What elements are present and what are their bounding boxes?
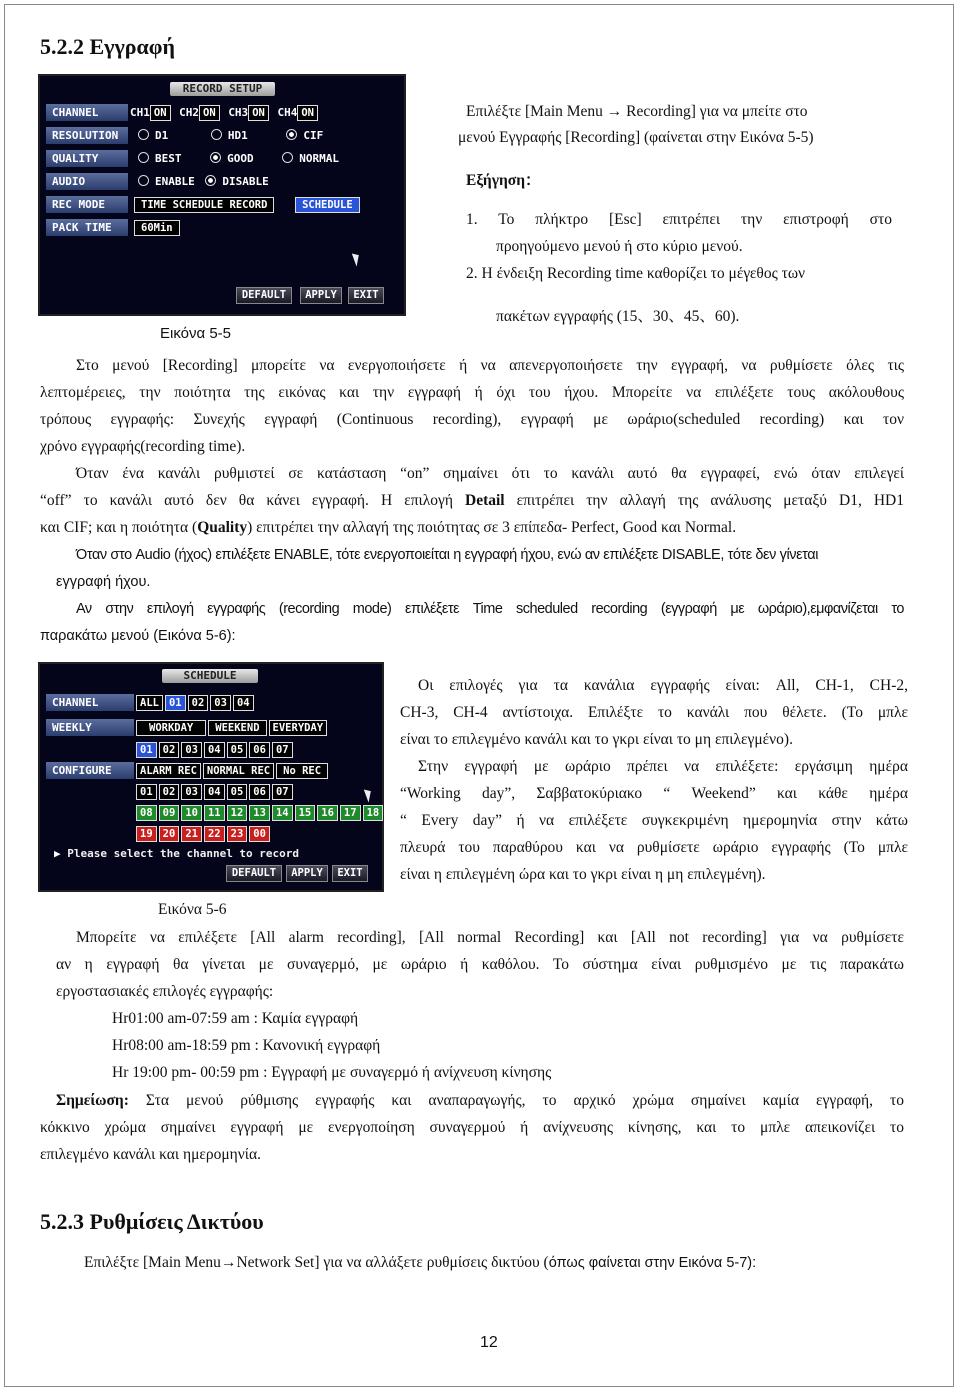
detail-term: Detail xyxy=(465,492,505,509)
label-channel: CHANNEL xyxy=(46,104,128,121)
para2-line3-text-c: ) επιτρέπει την αλλαγή της ποιότητας σε 3 επίπεδα- Perfect, Good και Normal. xyxy=(247,519,737,536)
schedule-apply-button[interactable]: APPLY xyxy=(286,865,328,882)
explanation-item-2-line-1: 2. Η ένδειξη Recording time καθορίζει το μέγεθος των xyxy=(466,265,806,282)
day-cell[interactable]: 06 xyxy=(249,742,270,758)
hour-cell[interactable]: 18 xyxy=(363,805,384,821)
hour-cell[interactable]: 15 xyxy=(295,805,316,821)
channel-04-option[interactable]: 04 xyxy=(233,695,254,711)
ch2-label: CH2 xyxy=(179,106,200,119)
mouse-cursor-icon xyxy=(352,251,362,266)
hint-text: Please select the channel to record xyxy=(67,847,300,860)
network-intro-b: Network Set] για να αλλάξετε ρυθμίσεις δικτύου ( xyxy=(236,1254,549,1271)
right2-line6: “ Every day” ή να επιλέξετε συγκεκριμένη ημερομηνία στην κάτω xyxy=(400,812,908,829)
resolution-options xyxy=(136,127,323,144)
hour-row-1 xyxy=(136,783,295,800)
right2-line4: Στην εγγραφή με ωράριο πρέπει να επιλέξετε: εργάσιμη ημέρα xyxy=(418,758,908,775)
hour-cell[interactable]: 20 xyxy=(159,826,180,842)
rec-mode-row xyxy=(134,196,362,213)
day-cell[interactable]: 01 xyxy=(136,742,157,758)
network-intro-line xyxy=(84,1249,756,1277)
day-cell[interactable]: 03 xyxy=(181,742,202,758)
ch4-label: CH4 xyxy=(277,106,298,119)
q-best: BEST xyxy=(155,152,182,165)
hour-cell[interactable]: 09 xyxy=(159,805,180,821)
pack-time-row xyxy=(134,219,182,236)
para4-line2: παρακάτω μενού (Εικόνα 5-6): xyxy=(40,628,236,644)
para2-line2-text-c: επιτρέπει την αλλαγή της ανάλυσης μεταξύ D1, HD1 xyxy=(504,492,905,509)
right2-line2: CH-3, CH-4 αντίστοιχα. Επιλέξτε το κανάλι που θέλετε. (Το μπλε xyxy=(400,704,908,721)
pack-time-select[interactable]: 60Min xyxy=(134,220,180,236)
rec-mode-select[interactable]: TIME SCHEDULE RECORD xyxy=(134,197,274,213)
right2-line3: είναι το επιλεγμένο κανάλι και το γκρι είναι το μη επιλεγμένο). xyxy=(400,731,793,748)
res-d1: D1 xyxy=(155,129,169,142)
apply-button[interactable]: APPLY xyxy=(300,287,342,304)
day-cell[interactable]: 02 xyxy=(159,742,180,758)
label-audio: AUDIO xyxy=(46,173,128,190)
ch1-label: CH1 xyxy=(130,106,150,119)
radio-good[interactable] xyxy=(210,152,221,163)
para4-line1: Αν στην επιλογή εγγραφής (recording mode) επιλέξετε Time scheduled recording (εγγραφή με ωράριο),εμφανίζεται το xyxy=(76,601,904,617)
hour-cell[interactable]: 03 xyxy=(181,784,202,800)
figure-caption-5-5: Εικόνα 5-5 xyxy=(160,325,232,342)
quality-term: Quality xyxy=(197,519,248,536)
note-line3: επιλεγμένο κανάλι και ημερομηνία. xyxy=(40,1146,261,1163)
q-normal: NORMAL xyxy=(299,152,339,165)
para3-line2: εγγραφή ήχου. xyxy=(56,574,151,590)
res-cif: CIF xyxy=(303,129,324,142)
ch3-toggle[interactable]: ON xyxy=(248,105,269,121)
schedule-default-hr3: Hr 19:00 pm- 00:59 pm : Εγγραφή με συναγερμό ή ανίχνευση κίνησης xyxy=(112,1064,552,1081)
schedule-default-button[interactable]: DEFAULT xyxy=(226,865,282,882)
a-enable: ENABLE xyxy=(155,175,195,188)
right2-line8: είναι η επιλεγμένη ώρα και το γκρι είναι η μη επιλεγμένη). xyxy=(400,866,766,883)
q-good: GOOD xyxy=(227,152,254,165)
hour-cell[interactable]: 14 xyxy=(272,805,293,821)
network-intro-a: Επιλέξτε [Main Menu xyxy=(84,1254,221,1271)
section-title-5-2-3: 5.2.3 Ρυθμίσεις Δικτύου xyxy=(40,1209,264,1234)
label-pack-time: PACK TIME xyxy=(46,219,128,236)
label-resolution: RESOLUTION xyxy=(46,127,128,144)
hour-row-3 xyxy=(136,825,272,842)
para1-line2: λεπτομέρειες, την ποιότητα της εικόνας και την εγγραφή ή όχι του ήχου. Μπορείτε να επιλέξετε τους ακόλουθους xyxy=(40,384,904,401)
hour-cell[interactable]: 11 xyxy=(204,805,225,821)
right2-line1: Οι επιλογές για τα κανάλια εγγραφής είναι: All, CH-1, CH-2, xyxy=(418,677,908,694)
schedule-weekly-options xyxy=(136,719,329,736)
para1-line1: Στο μενού [Recording] μπορείτε να ενεργοποιήσετε ή να απενεργοποιήσετε την εγγραφή, να ρυθμίσετε όλες τις xyxy=(76,357,904,374)
schedule-day-row xyxy=(136,741,295,758)
para2-line2 xyxy=(40,487,904,514)
res-hd1: HD1 xyxy=(227,129,248,142)
explanation-item-1-line-2: προηγούμενο μενού ή στο κύριο μενού. xyxy=(496,238,743,255)
schedule-hint xyxy=(54,845,299,862)
schedule-default-hr1: Hr01:00 am-07:59 am : Καμία εγγραφή xyxy=(112,1010,359,1027)
para2-line3 xyxy=(40,514,736,541)
hour-cell[interactable]: 02 xyxy=(159,784,180,800)
hour-cell[interactable]: 17 xyxy=(340,805,361,821)
ch4-toggle[interactable]: ON xyxy=(297,105,318,121)
hour-cell[interactable]: 05 xyxy=(227,784,248,800)
radio-normal[interactable] xyxy=(282,152,293,163)
normal-rec-option[interactable]: NORMAL REC xyxy=(203,763,274,779)
para3-line1: Όταν στο Audio (ήχος) επιλέξετε ENABLE, τότε ενεργοποιείται η εγγραφή ήχου, ενώ αν επιλέξετε DISABLE, τότε δεν γίνεται xyxy=(76,547,819,563)
record-setup-screenshot xyxy=(38,74,406,316)
workday-option[interactable]: WORKDAY xyxy=(136,720,206,736)
explanation-label: Εξήγηση： xyxy=(466,172,541,189)
schedule-label-weekly: WEEKLY xyxy=(46,719,134,736)
para5-line3: εργοστασιακές επιλογές εγγραφής: xyxy=(56,983,274,1000)
note-line1-text: Στα μενού ρύθμισης εγγραφής και αναπαραγωγής, το αρχικό χρώμα σημαίνει καμία εγγραφή, το xyxy=(128,1092,904,1109)
page-number: 12 xyxy=(480,1334,498,1351)
right-arrow-icon: → xyxy=(220,1254,237,1271)
para2-line1: Όταν ένα κανάλι ρυθμιστεί σε κατάσταση “on” σημαίνει ότι το κανάλι αυτό θα εγγραφεί, ενώ όταν επιλεγεί xyxy=(76,465,904,482)
intro-line-1: Επιλέξτε [Main Menu → Recording] για να μπείτε στο xyxy=(466,103,808,120)
hour-cell[interactable]: 10 xyxy=(181,805,202,821)
schedule-screen-title: SCHEDULE xyxy=(162,669,258,683)
hour-cell[interactable]: 00 xyxy=(249,826,270,842)
hour-cell[interactable]: 06 xyxy=(249,784,270,800)
schedule-default-hr2: Hr08:00 am-18:59 pm : Κανονική εγγραφή xyxy=(112,1037,381,1054)
no-rec-option[interactable]: No REC xyxy=(276,763,328,779)
right2-line5: “Working day”, Σαββατοκύριακο “ Weekend” και κάθε ημέρα xyxy=(400,785,908,802)
schedule-config-options xyxy=(136,762,330,779)
radio-hd1[interactable] xyxy=(211,129,222,140)
radio-d1[interactable] xyxy=(138,129,149,140)
radio-best[interactable] xyxy=(138,152,149,163)
day-cell[interactable]: 07 xyxy=(272,742,293,758)
ch2-toggle[interactable]: ON xyxy=(199,105,220,121)
radio-enable[interactable] xyxy=(138,175,149,186)
weekend-option[interactable]: WEEKEND xyxy=(208,720,266,736)
audio-options xyxy=(136,173,269,190)
para2-line3-text-a: και CIF; και η ποιότητα ( xyxy=(40,519,198,536)
note-line2: κόκκινο χρώμα σημαίνει εγγραφή με ενεργοποίηση συναγερμού ή ανίχνευσης κίνησης, και το μπλε απεικονίζει το xyxy=(40,1119,904,1136)
explanation-item-1-line-1: 1. Το πλήκτρο [Esc] επιτρέπει την επιστροφή στο xyxy=(466,211,892,228)
label-rec-mode: REC MODE xyxy=(46,196,128,213)
hour-cell[interactable]: 01 xyxy=(136,784,157,800)
hour-cell[interactable]: 12 xyxy=(227,805,248,821)
figure-caption-5-6: Εικόνα 5-6 xyxy=(158,901,227,918)
channel-options xyxy=(130,104,320,121)
hour-cell[interactable]: 23 xyxy=(227,826,248,842)
para5-line1: Μπορείτε να επιλέξετε [All alarm recording], [All normal Recording] και [All not recording] για να ρυθμίσετε xyxy=(76,929,904,946)
schedule-label-channel: CHANNEL xyxy=(46,694,134,711)
para5-line2: αν η εγγραφή θα γίνεται με συναγερμό, με ωράριο ή καθόλου. Το σύστημα είναι ρυθμισμένο με τις παρακάτω xyxy=(56,956,904,973)
alarm-rec-option[interactable]: ALARM REC xyxy=(136,763,201,779)
para1-line3: τρόπους εγγραφής: Συνεχής εγγραφή (Continuous recording), εγγραφή με ωράριο(scheduled recording) και τον xyxy=(40,411,904,428)
channel-all-option[interactable]: ALL xyxy=(136,695,163,711)
hour-cell[interactable]: 16 xyxy=(317,805,338,821)
channel-03-option[interactable]: 03 xyxy=(210,695,231,711)
section-title-5-2-2: 5.2.2 Εγγραφή xyxy=(40,34,176,59)
schedule-channel-options xyxy=(136,694,256,711)
hint-arrow-icon: ▶ xyxy=(54,847,68,860)
explanation-item-2-line-2: πακέτων εγγραφής (15、30、45、60). xyxy=(496,308,740,325)
right2-line7: πλευρά του παραθύρου και να ρυθμίσετε ωράριο εγγραφής (Το μπλε xyxy=(400,839,908,856)
schedule-screenshot xyxy=(38,662,384,892)
schedule-button[interactable]: SCHEDULE xyxy=(295,197,360,213)
channel-01-option[interactable]: 01 xyxy=(165,695,186,711)
schedule-label-configure: CONFIGURE xyxy=(46,762,134,779)
channel-02-option[interactable]: 02 xyxy=(188,695,209,711)
intro-line-2: μενού Εγγραφής [Recording] (φαίνεται στην Εικόνα 5-5) xyxy=(458,129,814,146)
radio-disable[interactable] xyxy=(205,175,216,186)
hour-cell[interactable]: 13 xyxy=(249,805,270,821)
hour-cell[interactable]: 08 xyxy=(136,805,157,821)
network-intro-c: όπως φαίνεται στην Εικόνα 5-7): xyxy=(548,1255,757,1271)
ch1-toggle[interactable]: ON xyxy=(150,105,171,121)
label-quality: QUALITY xyxy=(46,150,128,167)
hour-cell[interactable]: 04 xyxy=(204,784,225,800)
ch3-label: CH3 xyxy=(228,106,249,119)
day-cell[interactable]: 05 xyxy=(227,742,248,758)
para1-line4: χρόνο εγγραφής(recording time). xyxy=(40,438,246,455)
screen-title: RECORD SETUP xyxy=(170,82,275,96)
radio-cif[interactable] xyxy=(286,129,297,140)
default-button[interactable]: DEFAULT xyxy=(236,287,292,304)
schedule-exit-button[interactable]: EXIT xyxy=(332,865,368,882)
a-disable: DISABLE xyxy=(222,175,269,188)
day-cell[interactable]: 04 xyxy=(204,742,225,758)
quality-options xyxy=(136,150,339,167)
note-line1 xyxy=(56,1087,904,1114)
hour-row-2 xyxy=(136,804,385,821)
exit-button[interactable]: EXIT xyxy=(348,287,384,304)
everyday-option[interactable]: EVERYDAY xyxy=(269,720,328,736)
note-label: Σημείωση: xyxy=(56,1092,129,1109)
hour-cell[interactable]: 19 xyxy=(136,826,157,842)
para2-line2-text-a: “off” το κανάλι αυτό δεν θα κάνει εγγραφή. Η επιλογή xyxy=(40,492,465,509)
hour-cell[interactable]: 21 xyxy=(181,826,202,842)
hour-cell[interactable]: 07 xyxy=(272,784,293,800)
mouse-cursor-icon xyxy=(364,787,374,802)
hour-cell[interactable]: 22 xyxy=(204,826,225,842)
